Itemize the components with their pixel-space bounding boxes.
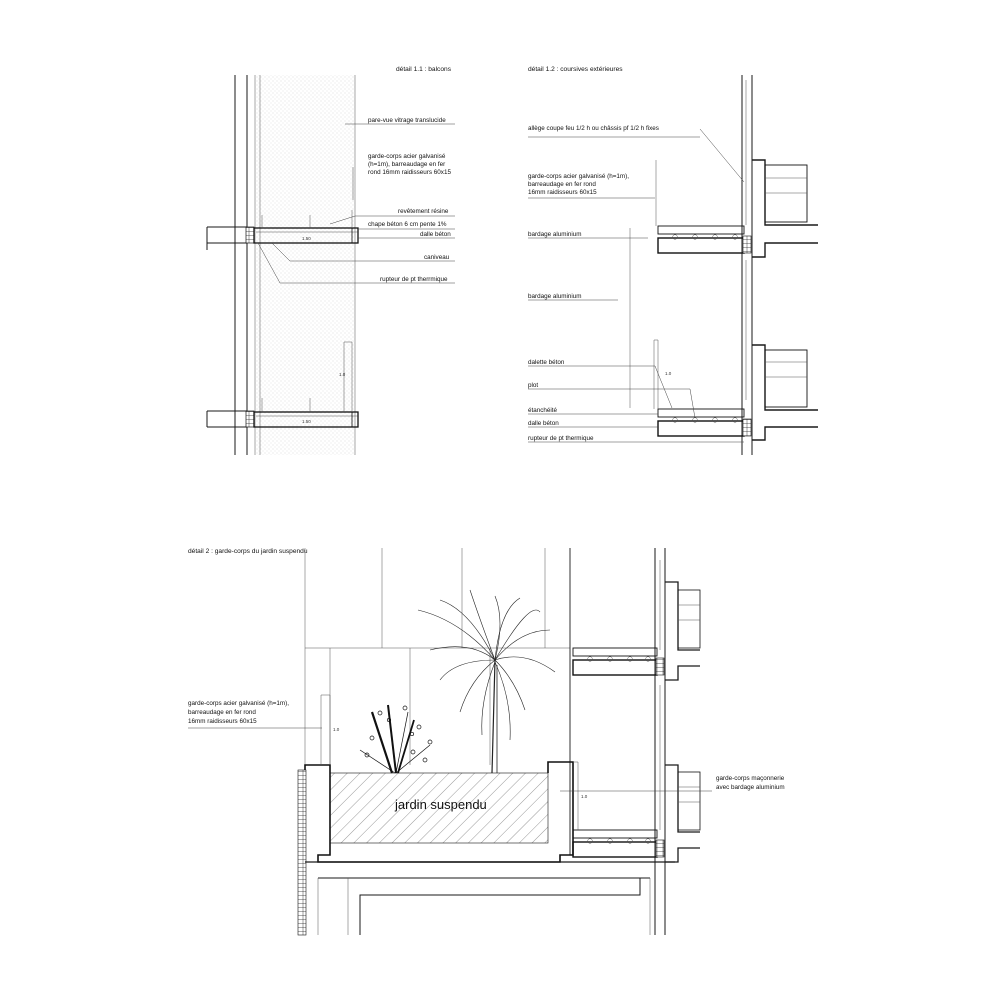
detail-2-dim-height-left: 1.0 [333, 727, 340, 732]
label-bardage-1: bardage aluminium [528, 231, 582, 238]
detail-1-1-labels [368, 117, 451, 283]
label-dalette: dalette béton [528, 359, 565, 366]
label-plot: plot [528, 382, 539, 389]
label-rupteur: rupteur de pt therrmique [380, 276, 448, 283]
label-garde-corps-3: rond 16mm raidisseurs 60x15 [368, 169, 451, 176]
label-d2-gc-1: garde-corps acier galvanisé (h=1m), [188, 700, 289, 707]
label-etancheite: étanchéité [528, 407, 558, 414]
label-d2-gc-2: barreaudage en fer rond [188, 709, 256, 716]
label-garde-corps-1: garde-corps acier galvanisé [368, 153, 446, 160]
grass-plant [360, 705, 432, 773]
label-dalle: dalle béton [420, 231, 451, 238]
detail-1-1-title: détail 1.1 : balcons [396, 66, 451, 73]
label-gc-2: barreaudage en fer rond [528, 181, 596, 188]
label-rupteur-2: rupteur de pt thermique [528, 435, 594, 442]
detail-2-drawing [188, 548, 712, 935]
label-revetement: revêtement résine [398, 208, 449, 215]
detail-1-1-drawing [207, 66, 455, 455]
detail-1-2-labels [528, 125, 659, 442]
label-d2-maconnerie-1: garde-corps maçonnerie [716, 775, 785, 782]
detail-1-2-title: détail 1.2 : coursives extérieures [528, 66, 623, 73]
detail-1-1-dim-width-top: 1.50 [302, 236, 311, 241]
label-allege: allège coupe feu 1/2 h ou châssis pf 1/2 h fixes [528, 125, 659, 132]
label-d2-gc-3: 16mm raidisseurs 60x15 [188, 718, 257, 725]
label-d2-maconnerie-2: avec bardage aluminium [716, 784, 785, 791]
label-caniveau: caniveau [424, 254, 450, 261]
palm-tree [418, 590, 555, 773]
label-gc-1: garde-corps acier galvanisé (h=1m), [528, 173, 629, 180]
label-bardage-2: bardage aluminium [528, 293, 582, 300]
label-dalle-beton: dalle béton [528, 420, 559, 427]
garden-label: jardin suspendu [395, 797, 487, 812]
detail-1-2-dim-height: 1.0 [665, 371, 672, 376]
detail-2-dim-height-right: 1.0 [581, 794, 588, 799]
detail-1-1-dim-height: 1.0 [339, 372, 346, 377]
label-garde-corps-2: (h=1m), barreaudage en fer [368, 161, 446, 168]
detail-2-title: détail 2 : garde-corps du jardin suspendu [188, 548, 308, 555]
label-gc-3: 16mm raidisseurs 60x15 [528, 189, 597, 196]
label-pare-vue: pare-vue vitrage translucide [368, 117, 446, 124]
detail-1-1-dim-width-bottom: 1.50 [302, 419, 311, 424]
label-chape: chape béton 6 cm pente 1% [368, 221, 447, 228]
